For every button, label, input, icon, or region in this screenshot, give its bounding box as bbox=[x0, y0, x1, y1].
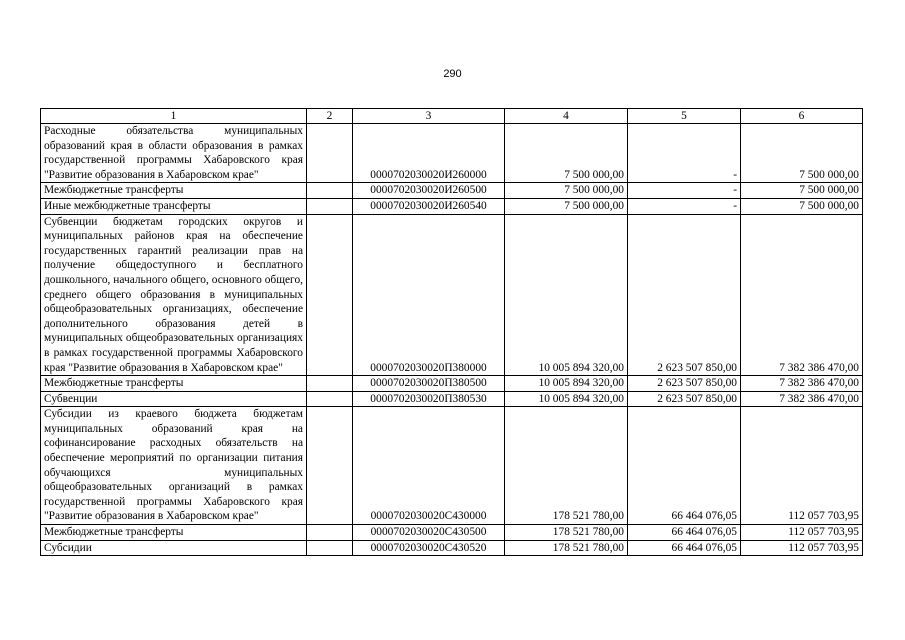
row-name: Межбюджетные трансферты bbox=[41, 376, 307, 392]
row-name: Расходные обязательства муниципальных образований края в области образования в рамках государственной программы Хабаровского края "Развитие образования в Хабаровском крае" bbox=[41, 124, 307, 183]
row-col2 bbox=[307, 540, 353, 556]
row-col2 bbox=[307, 376, 353, 392]
row-col2 bbox=[307, 183, 353, 199]
row-value-5: 2 623 507 850,00 bbox=[628, 391, 741, 407]
column-header-2: 2 bbox=[307, 109, 353, 124]
row-value-4: 10 005 894 320,00 bbox=[505, 376, 628, 392]
row-name: Субвенции бюджетам городских округов и муниципальных районов края на обеспечение государственных гарантий реализации прав на получение общедоступного и бесплатного дошкольного, начального общего, основного общего, среднего общего образования в муниципальных общеобразовательных организациях, обеспечение дополнительного образования детей в муниципальных общеобразовательных организациях в рамках государственной программы Хабаровского края "Развитие образования в Хабаровском крае" bbox=[41, 214, 307, 376]
row-value-4: 178 521 780,00 bbox=[505, 540, 628, 556]
column-header-4: 4 bbox=[505, 109, 628, 124]
row-col2 bbox=[307, 391, 353, 407]
row-code: 0000702030020С430500 bbox=[353, 525, 505, 541]
row-value-6: 112 057 703,95 bbox=[741, 525, 863, 541]
row-col2 bbox=[307, 214, 353, 376]
row-code: 0000702030020П380530 bbox=[353, 391, 505, 407]
column-header-3: 3 bbox=[353, 109, 505, 124]
row-col2 bbox=[307, 124, 353, 183]
row-value-6: 7 382 386 470,00 bbox=[741, 391, 863, 407]
row-name: Межбюджетные трансферты bbox=[41, 183, 307, 199]
row-value-4: 10 005 894 320,00 bbox=[505, 214, 628, 376]
table-row bbox=[41, 376, 863, 392]
row-value-4: 7 500 000,00 bbox=[505, 183, 628, 199]
row-name: Иные межбюджетные трансферты bbox=[41, 198, 307, 214]
row-value-6: 7 500 000,00 bbox=[741, 183, 863, 199]
row-value-6: 7 500 000,00 bbox=[741, 124, 863, 183]
column-header-6: 6 bbox=[741, 109, 863, 124]
row-value-4: 7 500 000,00 bbox=[505, 198, 628, 214]
row-name: Межбюджетные трансферты bbox=[41, 525, 307, 541]
row-value-4: 7 500 000,00 bbox=[505, 124, 628, 183]
table-row bbox=[41, 407, 863, 525]
row-value-6: 112 057 703,95 bbox=[741, 540, 863, 556]
row-value-4: 178 521 780,00 bbox=[505, 407, 628, 525]
row-value-5: 66 464 076,05 bbox=[628, 525, 741, 541]
row-code: 0000702030020И260500 bbox=[353, 183, 505, 199]
table-row bbox=[41, 540, 863, 556]
table-row bbox=[41, 391, 863, 407]
row-code: 0000702030020П380000 bbox=[353, 214, 505, 376]
table-row bbox=[41, 124, 863, 183]
row-value-5: 66 464 076,05 bbox=[628, 407, 741, 525]
row-col2 bbox=[307, 198, 353, 214]
row-code: 0000702030020П380500 bbox=[353, 376, 505, 392]
row-code: 0000702030020И260540 bbox=[353, 198, 505, 214]
row-value-5: - bbox=[628, 198, 741, 214]
row-value-4: 10 005 894 320,00 bbox=[505, 391, 628, 407]
budget-table bbox=[40, 108, 863, 556]
row-value-5: - bbox=[628, 183, 741, 199]
page-number: 290 bbox=[443, 68, 462, 80]
row-name: Субвенции bbox=[41, 391, 307, 407]
row-name: Субсидии bbox=[41, 540, 307, 556]
row-col2 bbox=[307, 407, 353, 525]
row-value-5: 66 464 076,05 bbox=[628, 540, 741, 556]
row-code: 0000702030020И260000 bbox=[353, 124, 505, 183]
table-row bbox=[41, 198, 863, 214]
table-row bbox=[41, 525, 863, 541]
column-header-1: 1 bbox=[41, 109, 307, 124]
row-name: Субсидии из краевого бюджета бюджетам муниципальных образований края на софинансирование расходных обязательств на обеспечение мероприятий по организации питания обучающихся муниципальных общеобразовательных организаций в рамках государственной программы Хабаровского края "Развитие образования в Хабаровском крае" bbox=[41, 407, 307, 525]
row-value-5: 2 623 507 850,00 bbox=[628, 376, 741, 392]
row-value-6: 7 500 000,00 bbox=[741, 198, 863, 214]
row-col2 bbox=[307, 525, 353, 541]
row-code: 0000702030020С430520 bbox=[353, 540, 505, 556]
header-row bbox=[41, 109, 863, 124]
row-value-6: 7 382 386 470,00 bbox=[741, 376, 863, 392]
row-value-6: 7 382 386 470,00 bbox=[741, 214, 863, 376]
row-value-5: - bbox=[628, 124, 741, 183]
table-row bbox=[41, 214, 863, 376]
row-value-5: 2 623 507 850,00 bbox=[628, 214, 741, 376]
row-value-6: 112 057 703,95 bbox=[741, 407, 863, 525]
table-row bbox=[41, 183, 863, 199]
row-value-4: 178 521 780,00 bbox=[505, 525, 628, 541]
row-code: 0000702030020С430000 bbox=[353, 407, 505, 525]
column-header-5: 5 bbox=[628, 109, 741, 124]
